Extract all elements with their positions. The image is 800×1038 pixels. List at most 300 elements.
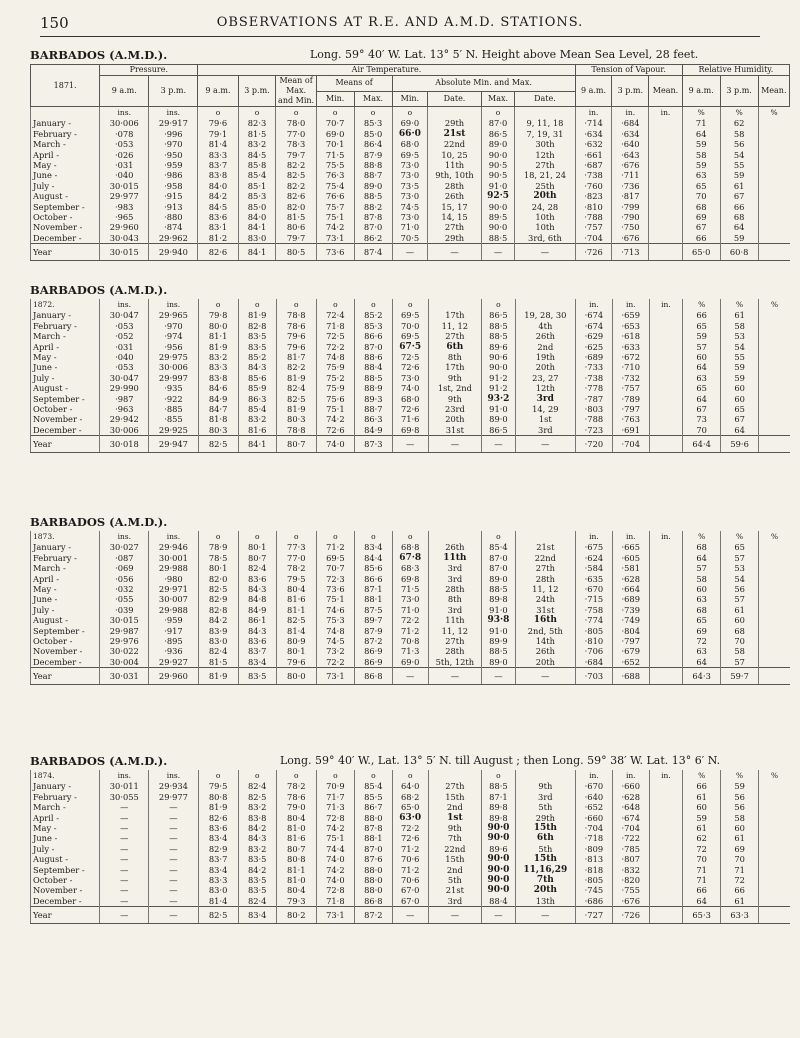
data-cell: 65 [683, 383, 721, 393]
data-cell: 88·0 [354, 875, 392, 885]
data-cell: ·723 [575, 425, 612, 436]
table-row [31, 896, 791, 907]
unit-cell: o [238, 531, 276, 542]
data-cell: 89·8 [482, 813, 516, 823]
data-cell [649, 854, 683, 864]
data-cell: ·718 [575, 833, 612, 843]
unit-cell: % [759, 531, 790, 542]
data-cell: 71·8 [316, 896, 354, 907]
data-cell: 69 [682, 212, 720, 222]
data-cell: ·653 [612, 321, 649, 331]
col-9am: 9 a.m. [682, 76, 720, 107]
data-cell [759, 404, 790, 414]
col-9am: 9 a.m. [198, 76, 238, 107]
data-cell: 84·3 [238, 833, 276, 843]
month-label: October - [31, 875, 100, 885]
data-cell: 86·5 [482, 425, 516, 436]
data-cell: 30·047 [100, 310, 149, 320]
data-cell: 57 [683, 342, 721, 352]
data-cell [649, 833, 683, 843]
data-cell: 30·015 [100, 615, 149, 625]
data-cell: 74·0 [316, 436, 354, 453]
data-cell: 61 [721, 833, 759, 843]
data-cell: 79·6 [276, 657, 316, 668]
data-cell: 63 [683, 373, 721, 383]
table-row [31, 574, 791, 584]
data-cell: ·660 [612, 781, 649, 791]
data-cell: 55 [721, 352, 759, 362]
data-cell: 83·7 [198, 854, 238, 864]
data-cell [759, 823, 790, 833]
data-cell: 88·2 [354, 202, 392, 212]
data-cell: 73·1 [316, 668, 354, 685]
data-cell: 67 [721, 414, 759, 424]
unit-cell [515, 531, 575, 542]
data-cell: 65·3 [683, 907, 721, 924]
data-cell: 89·0 [354, 181, 392, 191]
data-cell [649, 181, 682, 191]
data-cell: ·659 [612, 310, 649, 320]
data-cell: ·757 [612, 383, 649, 393]
month-label: November - [31, 222, 100, 232]
data-cell: 81·7 [276, 352, 316, 362]
data-cell: 59 [721, 362, 759, 372]
data-cell: 5th [428, 875, 482, 885]
table-row [31, 383, 791, 393]
data-cell: 83·0 [198, 636, 238, 646]
unit-cell: o [354, 107, 392, 119]
unit-cell: o [392, 531, 428, 542]
data-cell: ·704 [612, 823, 649, 833]
data-cell: 57 [721, 657, 759, 668]
data-cell: 69·0 [392, 657, 428, 668]
data-cell: ·958 [149, 181, 198, 191]
data-cell: 29·988 [149, 563, 198, 573]
data-cell: 15th [515, 854, 575, 864]
data-cell: 75·1 [316, 212, 354, 222]
data-cell: 25th [515, 181, 575, 191]
data-cell: 85·5 [354, 792, 392, 802]
data-cell: 57 [721, 553, 759, 563]
data-cell: 83·1 [198, 222, 238, 232]
data-cell: 87·0 [354, 844, 392, 854]
data-cell: ·736 [612, 181, 649, 191]
data-cell: 75·6 [316, 394, 354, 404]
unit-cell: % [683, 531, 721, 542]
table-row [31, 212, 790, 222]
data-cell: 79·6 [276, 331, 316, 341]
data-cell: 80·7 [238, 553, 276, 563]
data-cell: ·632 [575, 139, 612, 149]
data-cell: 64 [682, 129, 720, 139]
data-cell: 27th [428, 636, 482, 646]
unit-cell: o [392, 299, 428, 310]
data-cell: ·687 [575, 160, 612, 170]
data-cell: 23, 27 [515, 373, 575, 383]
data-cell [649, 383, 683, 393]
data-cell: 72 [683, 636, 721, 646]
data-cell: 80·8 [198, 792, 238, 802]
data-cell: 82·5 [276, 394, 316, 404]
data-cell: 30·006 [149, 362, 198, 372]
data-cell [759, 414, 790, 424]
data-cell: 80·1 [238, 542, 276, 552]
data-cell: ·640 [575, 792, 612, 802]
station-name: BARBADOS (A.M.D.). [30, 48, 168, 62]
unit-cell: % [759, 770, 790, 781]
data-cell: ·629 [575, 331, 612, 341]
data-cell: — [515, 436, 575, 453]
month-label: October - [31, 212, 100, 222]
table-row [31, 139, 790, 149]
data-cell: 4th [515, 321, 575, 331]
data-cell: 3rd [428, 896, 482, 907]
data-cell: 84·0 [238, 212, 276, 222]
data-cell: 78·8 [276, 425, 316, 436]
data-cell: 90·0 [482, 833, 516, 843]
data-cell: 73·0 [392, 191, 428, 201]
data-cell: 88·4 [482, 896, 516, 907]
data-cell: 87·2 [354, 907, 392, 924]
data-cell: ·679 [612, 646, 649, 656]
unit-cell: o [354, 770, 392, 781]
data-cell: 20th [515, 362, 575, 372]
data-cell [649, 668, 683, 685]
data-cell: 66 [683, 781, 721, 791]
data-cell: 16th [515, 615, 575, 625]
data-cell: 81·5 [198, 657, 238, 668]
unit-cell: % [759, 299, 790, 310]
data-cell: ·674 [575, 321, 612, 331]
col-3pm: 3 p.m. [720, 76, 758, 107]
data-cell: 91·0 [482, 626, 516, 636]
data-cell [758, 139, 789, 149]
year-row [31, 244, 790, 261]
year-label: 1872. [31, 299, 100, 310]
unit-cell: o [482, 770, 516, 781]
data-cell: 86·1 [238, 615, 276, 625]
data-cell: 67·8 [392, 553, 428, 563]
data-cell: 7, 19, 31 [515, 129, 575, 139]
data-cell: ·633 [612, 342, 649, 352]
station-name: BARBADOS (A.M.D.). [30, 283, 168, 297]
data-cell: 10, 25 [428, 150, 482, 160]
data-cell: 85·6 [238, 373, 276, 383]
data-cell: 74·0 [392, 383, 428, 393]
data-cell: 30·011 [100, 781, 149, 791]
data-cell: 88·0 [354, 865, 392, 875]
data-cell: 58 [721, 813, 759, 823]
data-cell: 8th [428, 594, 482, 604]
table-row [31, 563, 791, 573]
data-cell: ·674 [575, 310, 612, 320]
unit-cell: ins. [149, 531, 198, 542]
data-cell: 71·5 [392, 584, 428, 594]
data-cell: 11, 12 [428, 626, 482, 636]
data-cell: 81·4 [198, 896, 238, 907]
data-cell: 85·0 [354, 129, 392, 139]
data-cell: 69·5 [392, 310, 428, 320]
data-cell: 88·5 [482, 584, 516, 594]
month-label: May - [31, 160, 100, 170]
col-sub: Max. [354, 91, 392, 107]
data-cell [649, 626, 683, 636]
data-cell [758, 129, 789, 139]
data-cell: 74·2 [316, 865, 354, 875]
month-label: August - [31, 854, 100, 864]
table-row [31, 844, 791, 854]
data-cell: 57 [683, 563, 721, 573]
data-cell: 24th [515, 594, 575, 604]
data-cell: 11th [428, 615, 482, 625]
data-cell [649, 885, 683, 895]
data-cell: 62 [720, 118, 758, 128]
data-cell: 83·3 [198, 150, 238, 160]
data-cell: ·749 [612, 615, 649, 625]
data-cell: 86·6 [354, 574, 392, 584]
data-cell: ·797 [612, 404, 649, 414]
data-cell: ·739 [612, 605, 649, 615]
data-cell: — [149, 802, 198, 812]
data-cell: 9, 11, 18 [515, 118, 575, 128]
data-cell: 69·5 [392, 150, 428, 160]
data-cell: 80·6 [276, 222, 316, 232]
data-cell: 3rd [515, 394, 575, 404]
data-cell: — [100, 875, 149, 885]
data-cell: 73·5 [392, 181, 428, 191]
data-cell: ·936 [149, 646, 198, 656]
data-cell: 83·0 [198, 885, 238, 895]
year-row [31, 436, 791, 453]
data-cell: 13th [515, 896, 575, 907]
unit-cell: o [238, 107, 276, 119]
table-row [31, 542, 791, 552]
month-label: January - [31, 781, 100, 791]
data-cell: 83·6 [238, 574, 276, 584]
data-cell: 86·9 [354, 646, 392, 656]
data-cell: 30·022 [100, 646, 149, 656]
data-cell: 79·5 [198, 781, 238, 791]
units-row [31, 531, 791, 542]
year-row [31, 668, 791, 685]
data-cell: — [149, 907, 198, 924]
data-cell: 72·3 [316, 574, 354, 584]
data-cell: 21st [428, 129, 482, 139]
unit-cell: in. [575, 299, 612, 310]
data-cell: 87·1 [354, 584, 392, 594]
col-sub: Date. [515, 91, 575, 107]
data-cell: 85·3 [238, 191, 276, 201]
unit-cell: % [721, 531, 759, 542]
data-cell: 87·0 [354, 222, 392, 232]
data-cell: ·805 [575, 626, 612, 636]
data-cell: ·624 [575, 553, 612, 563]
data-cell [758, 244, 789, 261]
data-cell: 82·6 [276, 191, 316, 201]
table-row [31, 404, 791, 414]
data-cell: — [392, 907, 428, 924]
data-cell: 76·3 [316, 170, 354, 180]
unit-cell: o [354, 299, 392, 310]
data-cell: ·706 [575, 646, 612, 656]
data-cell [759, 885, 790, 895]
data-cell: 90·0 [482, 875, 516, 885]
col-mean: Mean. [649, 76, 682, 107]
data-cell: 88·1 [354, 833, 392, 843]
data-cell: 89·8 [482, 594, 516, 604]
data-cell: 84·2 [198, 191, 238, 201]
data-cell: 90·0 [481, 202, 514, 212]
data-cell [759, 352, 790, 362]
data-cell: 82·4 [238, 563, 276, 573]
data-cell: 79·6 [276, 342, 316, 352]
table-row [31, 594, 791, 604]
unit-cell: ins. [149, 107, 198, 119]
data-cell: 29·925 [149, 425, 198, 436]
data-cell: 69·8 [392, 574, 428, 584]
data-cell: ·738 [575, 170, 612, 180]
data-cell: ·691 [612, 425, 649, 436]
data-cell: 29·917 [149, 118, 198, 128]
data-cell: — [392, 436, 428, 453]
data-cell: ·703 [575, 668, 612, 685]
data-cell: 11th [428, 160, 482, 170]
data-cell: 7th [515, 875, 575, 885]
data-cell: 63 [683, 646, 721, 656]
data-cell: ·053 [100, 139, 149, 149]
data-cell: 61 [683, 792, 721, 802]
data-cell: ·750 [612, 222, 649, 232]
data-cell: 66 [720, 202, 758, 212]
data-cell: 68 [720, 212, 758, 222]
data-cell: 87·8 [354, 823, 392, 833]
month-label: August - [31, 383, 100, 393]
data-cell: 82·4 [238, 896, 276, 907]
data-cell: 81·4 [198, 139, 238, 149]
data-cell: ·832 [612, 865, 649, 875]
data-cell: 26th [515, 646, 575, 656]
data-cell: ·664 [612, 584, 649, 594]
table-row [31, 181, 790, 191]
data-cell: — [100, 865, 149, 875]
data-cell: 30·031 [100, 668, 149, 685]
data-cell: 81·9 [276, 404, 316, 414]
data-cell: ·660 [575, 813, 612, 823]
data-cell [759, 865, 790, 875]
data-cell: 60·8 [720, 244, 758, 261]
data-cell: 89·0 [482, 574, 516, 584]
data-cell: 29·997 [149, 373, 198, 383]
data-cell: 9th [428, 373, 482, 383]
data-cell: 93·8 [482, 615, 516, 625]
data-cell: 83·4 [238, 907, 276, 924]
data-cell [649, 896, 683, 907]
data-cell: 88·5 [482, 321, 516, 331]
section-title [30, 754, 790, 770]
month-label: April - [31, 150, 100, 160]
data-cell: ·675 [575, 542, 612, 552]
data-cell: 64·4 [683, 436, 721, 453]
data-cell: ·987 [100, 394, 149, 404]
unit-cell: ins. [100, 770, 149, 781]
unit-cell: in. [612, 107, 649, 119]
data-cell: 83·5 [238, 885, 276, 895]
data-cell: 91·2 [482, 383, 516, 393]
data-cell: 85·3 [354, 321, 392, 331]
data-cell: 81·6 [276, 594, 316, 604]
data-cell: ·031 [100, 160, 149, 170]
data-cell: ·053 [100, 321, 149, 331]
data-cell: 70·7 [316, 563, 354, 573]
data-cell: 84·9 [238, 605, 276, 615]
data-cell: 84·1 [238, 436, 276, 453]
data-cell: 85·0 [238, 202, 276, 212]
data-cell: 29·942 [100, 414, 149, 424]
data-cell: ·787 [575, 394, 612, 404]
col-means-of: Means of [316, 76, 392, 92]
data-cell: 29·960 [100, 222, 149, 232]
unit-cell: % [721, 770, 759, 781]
data-cell: 66·0 [392, 129, 428, 139]
data-cell: 83·4 [198, 833, 238, 843]
col-mean-max-min: Mean of Max. and Min. [276, 76, 316, 107]
data-cell: — [100, 802, 149, 812]
unit-cell: o [481, 107, 514, 119]
data-cell: 17th [428, 310, 482, 320]
data-cell: 58 [720, 129, 758, 139]
data-cell: 87·9 [354, 626, 392, 636]
data-cell: 81·6 [276, 833, 316, 843]
data-cell: 15th [515, 823, 575, 833]
data-cell: ·052 [100, 331, 149, 341]
data-cell: 83·7 [198, 160, 238, 170]
data-cell [649, 792, 683, 802]
data-cell: 22nd [428, 139, 482, 149]
data-cell: 19, 28, 30 [515, 310, 575, 320]
data-cell: 29·965 [149, 310, 198, 320]
data-cell: 70 [683, 854, 721, 864]
data-cell: 27th [428, 331, 482, 341]
data-cell: 28th [428, 181, 482, 191]
data-cell [649, 404, 683, 414]
data-cell: 72·6 [392, 404, 428, 414]
data-cell: 84·5 [198, 202, 238, 212]
data-cell: 75·3 [316, 615, 354, 625]
data-cell: 29·947 [149, 436, 198, 453]
data-cell: 89·5 [481, 212, 514, 222]
data-cell: 86·6 [354, 331, 392, 341]
data-cell: 84·9 [354, 425, 392, 436]
data-cell: 81·0 [276, 875, 316, 885]
data-cell: 80·7 [276, 844, 316, 854]
data-cell [649, 425, 683, 436]
data-cell: 90·6 [482, 352, 516, 362]
table-row [31, 373, 791, 383]
data-cell [649, 342, 683, 352]
unit-cell: % [682, 107, 720, 119]
table-row [31, 118, 790, 128]
data-cell: 77·0 [276, 553, 316, 563]
data-cell [649, 321, 683, 331]
data-cell: 61 [721, 310, 759, 320]
data-cell: 71·2 [392, 844, 428, 854]
data-cell [649, 129, 682, 139]
table-row [31, 321, 791, 331]
data-cell [649, 823, 683, 833]
data-cell: — [149, 854, 198, 864]
data-cell: 60 [721, 615, 759, 625]
data-cell: 9th, 10th [428, 170, 482, 180]
